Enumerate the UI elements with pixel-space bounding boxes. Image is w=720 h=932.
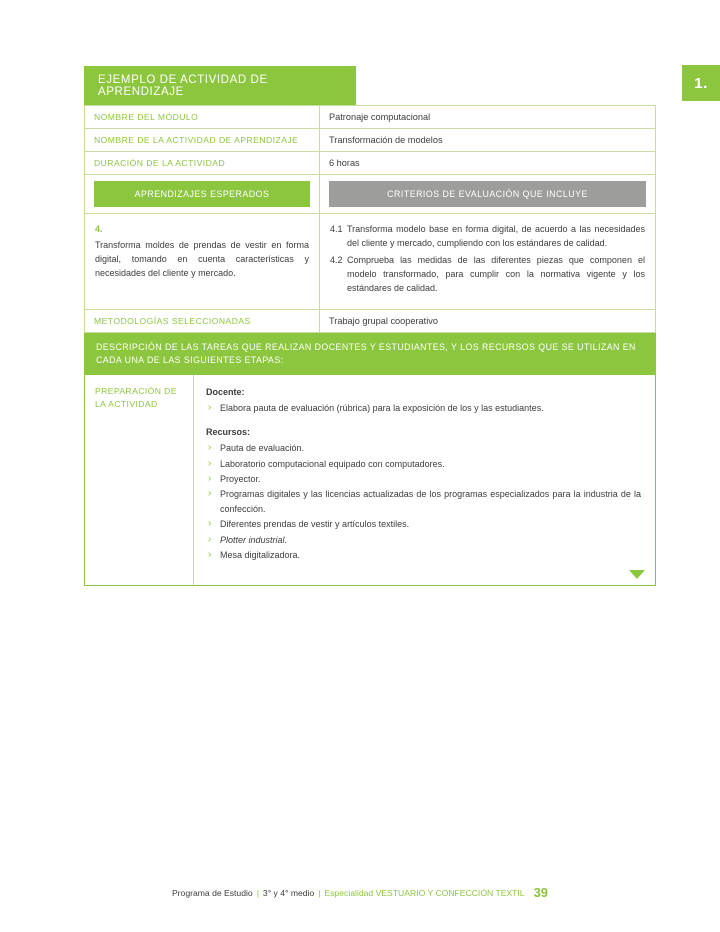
criteria-item <box>330 254 645 296</box>
footer-level: 3° y 4° medio <box>262 888 315 898</box>
page-footer <box>0 885 720 900</box>
list-item: › Proyector. <box>206 472 641 486</box>
header-cell-learning <box>85 175 320 214</box>
table-row <box>85 106 656 129</box>
header-label-criteria: CRITERIOS DE EVALUACIÓN QUE INCLUYE <box>329 181 646 207</box>
activity-sheet <box>84 66 656 586</box>
stage-content <box>194 375 655 585</box>
list-item: › Elabora pauta de evaluación (rúbrica) para la exposición de los y las estudiantes. <box>206 401 641 415</box>
list-item: › Laboratorio computacional equipado con computadores. <box>206 457 641 471</box>
sheet-title: EJEMPLO DE ACTIVIDAD DE APRENDIZAJE <box>84 66 356 105</box>
row-label-duration: DURACIÓN DE LA ACTIVIDAD <box>85 152 320 175</box>
teacher-task-list <box>206 401 641 415</box>
criteria-number: 4.2 <box>330 254 343 265</box>
row-label-activity-name: NOMBRE DE LA ACTIVIDAD DE APRENDIZAJE <box>85 129 320 152</box>
activity-info-table <box>84 105 656 333</box>
table-row <box>85 129 656 152</box>
header-label-learning: APRENDIZAJES ESPERADOS <box>94 181 310 207</box>
criteria-text: Transforma modelo base en forma digital, de acuerdo a las necesidades del cliente y mercado, cumpliendo con los estándares de calidad. <box>347 224 645 248</box>
tasks-section <box>84 375 656 586</box>
table-row <box>85 214 656 310</box>
resources-heading: Recursos: <box>206 426 251 437</box>
footer-page-number: 39 <box>533 885 549 900</box>
criteria-item <box>330 223 645 251</box>
criteria-cell <box>320 214 656 310</box>
row-value-activity-name: Transformación de modelos <box>320 129 656 152</box>
list-item: › Diferentes prendas de vestir y artículos textiles. <box>206 517 641 531</box>
footer-program: Programa de Estudio <box>171 888 253 898</box>
learning-outcome-cell <box>85 214 320 310</box>
description-band: DESCRIPCIÓN DE LAS TAREAS QUE REALIZAN DOCENTES Y ESTUDIANTES, Y LOS RECURSOS QUE SE UTILIZAN EN CADA UNA DE LAS SIGUIENTES ETAPAS: <box>84 333 656 375</box>
row-value-module: Patronaje computacional <box>320 106 656 129</box>
table-row <box>85 309 656 332</box>
footer-specialty: Especialidad VESTUARIO Y CONFECCIÓN TEXTIL <box>324 888 525 898</box>
unit-number-badge: 1. <box>682 65 720 101</box>
footer-separator-1: | <box>256 888 259 898</box>
header-cell-criteria <box>320 175 656 214</box>
list-item: › Mesa digitalizadora. <box>206 548 641 562</box>
table-row <box>85 152 656 175</box>
list-item: › Plotter industrial. <box>206 533 641 547</box>
list-item: › Programas digitales y las licencias actualizadas de los programas especializados para la industria de la confección. <box>206 487 641 516</box>
row-label-module: NOMBRE DEL MÓDULO <box>85 106 320 129</box>
criteria-number: 4.1 <box>330 224 343 234</box>
list-item: › Pauta de evaluación. <box>206 441 641 455</box>
continuation-arrow-icon <box>629 570 645 579</box>
criteria-text: Comprueba las medidas de las diferentes piezas que componen el modelo transformado, para cumplir con la normativa vigente y los estándares de calidad. <box>347 254 645 293</box>
row-label-methodology: METODOLOGÍAS SELECCIONADAS <box>85 309 320 332</box>
row-value-methodology: Trabajo grupal cooperativo <box>320 309 656 332</box>
row-value-duration: 6 horas <box>320 152 656 175</box>
footer-separator-2: | <box>318 888 321 898</box>
table-header-row <box>85 175 656 214</box>
learning-outcome-number: 4. <box>95 224 103 234</box>
teacher-heading: Docente: <box>206 387 245 398</box>
resources-list <box>206 441 641 562</box>
stage-label: PREPARACIÓN DE LA ACTIVIDAD <box>85 375 194 585</box>
learning-outcome-text: Transforma moldes de prendas de vestir en forma digital, tomando en cuenta características y necesidades del cliente y mercado. <box>95 239 309 278</box>
